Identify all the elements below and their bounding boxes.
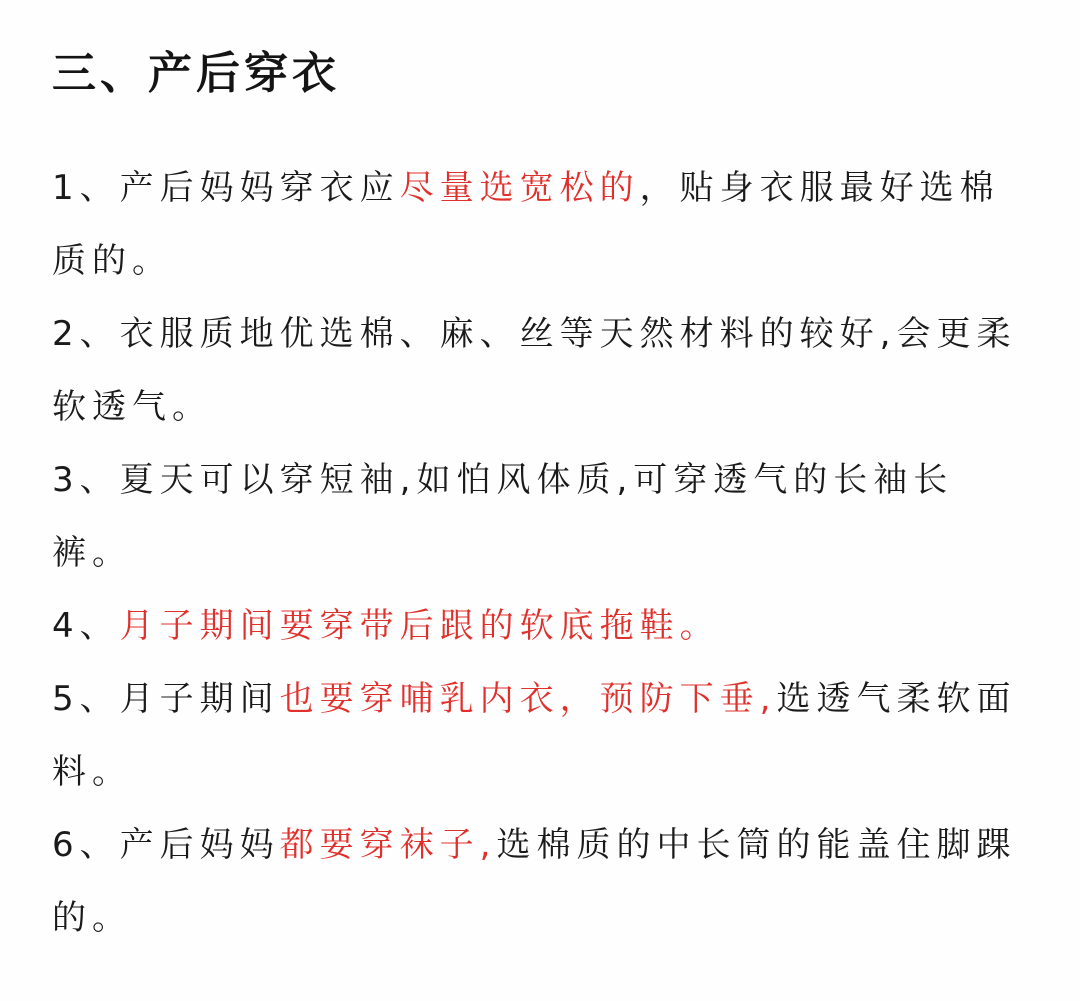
- list-item: [52, 444, 1032, 590]
- list-item: [52, 298, 1032, 444]
- item-text: ，贴身衣服最好选棉质的。: [52, 168, 1000, 281]
- list-item: [52, 152, 1032, 298]
- item-text: 4、: [52, 606, 120, 646]
- list-item: [52, 663, 1032, 809]
- section-title: 三、产后穿衣: [52, 48, 340, 99]
- item-text: 5、月子期间: [52, 679, 280, 719]
- list-item: [52, 590, 1032, 663]
- clothing-tips-list: [52, 152, 1032, 955]
- highlighted-text: 尽量选宽松的: [399, 168, 640, 208]
- item-text: 选透气柔软面料。: [52, 679, 1017, 792]
- highlighted-text: 也要穿哺乳内衣，预防下垂,: [279, 679, 777, 719]
- item-text: 选棉质的中长筒的能盖住脚踝的。: [52, 825, 1017, 938]
- item-text: 3、夏天可以穿短袖,如怕风体质,可穿透气的长袖长裤。: [52, 460, 954, 573]
- highlighted-text: 都要穿袜子,: [279, 825, 497, 865]
- item-text: 6、产后妈妈: [52, 825, 280, 865]
- highlighted-text: 月子期间要穿带后跟的软底拖鞋。: [119, 606, 720, 646]
- item-text: 1、产后妈妈穿衣应: [52, 168, 400, 208]
- item-text: 2、衣服质地优选棉、麻、丝等天然材料的较好,会更柔软透气。: [52, 314, 1017, 427]
- list-item: [52, 809, 1032, 955]
